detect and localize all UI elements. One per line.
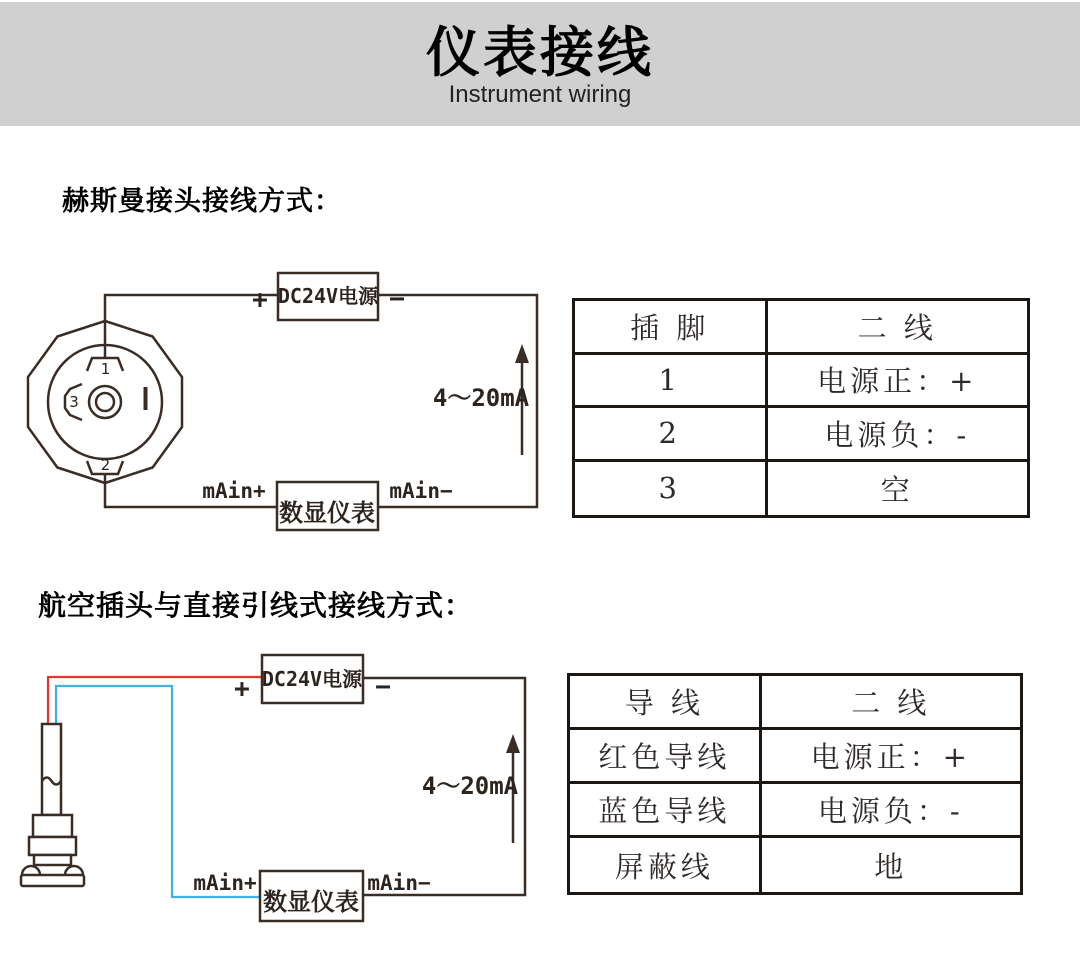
current-arrow-head-d1	[515, 344, 529, 363]
probe-tube	[42, 724, 61, 815]
lead-wiring-table	[567, 673, 1023, 895]
table-header-cell: 二 线	[768, 301, 1027, 355]
plus-label-d1: +	[252, 285, 268, 315]
table-cell: 红色导线	[570, 730, 762, 784]
probe-collar	[34, 855, 71, 865]
table-cell: 屏蔽线	[570, 838, 762, 892]
power-supply-label-d2: DC24V电源	[261, 667, 363, 691]
table-cell: 电源正：+	[762, 730, 1020, 784]
table-cell: 1	[575, 355, 768, 409]
section-heading-aviation: 航空插头与直接引线式接线方式：	[38, 590, 474, 621]
meter-label-d1: 数显仪表	[279, 499, 375, 527]
plus-label-d2: +	[234, 674, 250, 704]
minus-label-d1: −	[389, 284, 405, 314]
table-cell: 空	[880, 472, 914, 507]
probe-base-plate	[21, 875, 84, 886]
probe-sensor-icon	[21, 724, 84, 886]
table-header-cell: 导 线	[570, 676, 762, 730]
main-plus-label-d2: mAin+	[193, 871, 257, 895]
connector-center-inner	[96, 393, 114, 411]
pin-wiring-table	[572, 298, 1030, 518]
current-label-d2: 4～20mA	[421, 772, 519, 800]
table-header-cell: 插 脚	[575, 301, 768, 355]
main-minus-label-d1: mAin−	[389, 479, 453, 503]
diagram-hirschmann	[28, 273, 537, 530]
page-title: 仪表接线	[426, 23, 654, 83]
pin2-label: 2	[100, 456, 111, 474]
section-heading-hirschmann: 赫斯曼接头接线方式：	[62, 186, 342, 216]
diagram-aviation	[21, 655, 525, 921]
table-cell: 2	[575, 408, 768, 462]
power-supply-label-d1: DC24V电源	[277, 284, 379, 308]
red-lead-wire	[48, 677, 262, 724]
table-cell: 电源负：-	[762, 784, 1020, 838]
table-cell: 蓝色导线	[570, 784, 762, 838]
probe-block-upper	[33, 815, 72, 837]
meter-label-d2: 数显仪表	[263, 888, 359, 916]
main-plus-label-d1: mAin+	[202, 479, 266, 503]
probe-ear-left	[22, 866, 40, 875]
table-header-cell: 二 线	[762, 676, 1020, 730]
probe-block-lower	[29, 837, 76, 855]
pin3-label: 3	[69, 393, 79, 411]
current-arrow-head-d2	[506, 734, 520, 753]
pin1-label: 1	[100, 360, 111, 378]
table-cell: 电源正：+	[768, 355, 1027, 409]
current-label-d1: 4～20mA	[432, 384, 530, 412]
table-cell: 地	[874, 849, 908, 884]
main-minus-label-d2: mAin−	[367, 871, 431, 895]
probe-ear-right	[65, 866, 83, 875]
connector-center-outer	[89, 386, 121, 418]
table-cell: 3	[575, 462, 768, 516]
blue-lead-wire	[56, 686, 260, 897]
minus-label-d2: −	[375, 672, 391, 702]
page-subtitle: Instrument wiring	[448, 81, 632, 108]
table-cell: 电源负：-	[768, 408, 1027, 462]
